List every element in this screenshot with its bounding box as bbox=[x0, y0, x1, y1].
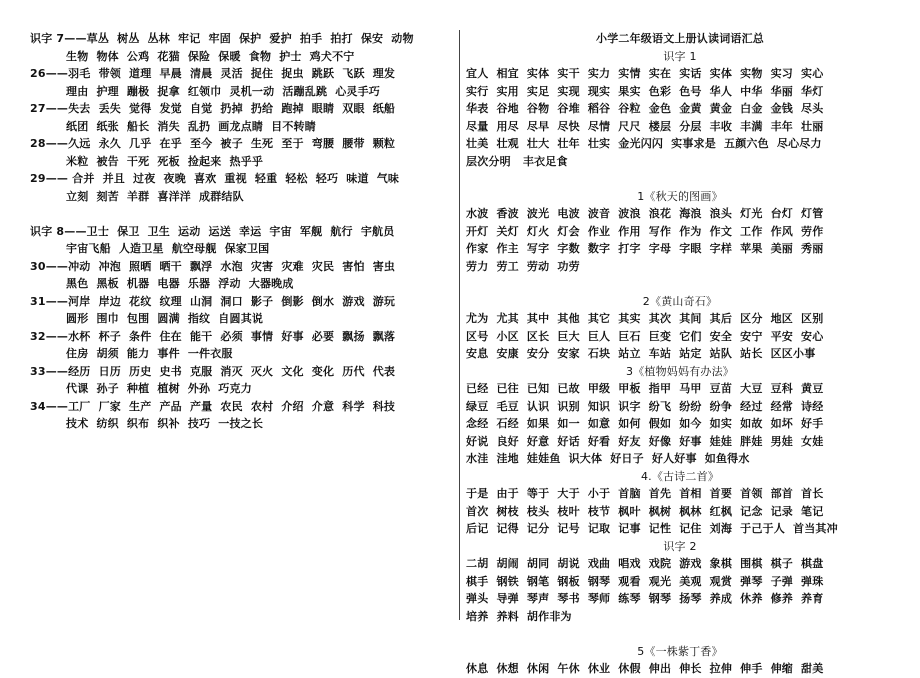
word-line: 技术 纺织 织布 织补 技巧 一技之长 bbox=[66, 417, 264, 430]
section-heading: 4.《古诗二首》 bbox=[640, 469, 720, 483]
word-line: 31——河岸 岸边 花纹 纹理 山洞 洞口 影子 倒影 倒水 游戏 游玩 bbox=[30, 294, 396, 308]
right-title: 小学二年级语文上册认读词语汇总 bbox=[596, 32, 764, 45]
word-line: 33——经历 日历 历史 史书 克服 消灭 灭火 文化 变化 历代 代表 bbox=[30, 364, 396, 378]
section-heading: 5《一株紫丁香》 bbox=[637, 644, 723, 658]
word-line: 黑色 黑板 机器 电器 乐器 浮动 大器晚成 bbox=[66, 277, 294, 290]
word-line: 棋手 钢铁 钢笔 钢板 钢琴 观看 观光 美观 观赏 弹琴 子弹 弹珠 bbox=[466, 574, 824, 588]
word-line: 立刻 刻苦 羊群 喜洋洋 成群结队 bbox=[66, 189, 244, 203]
word-line: 32——水杯 杯子 条件 住在 能干 必须 事情 好事 必要 飘扬 飘落 bbox=[30, 329, 396, 343]
word-line: 已经 已往 已知 已故 甲级 甲板 指甲 马甲 豆苗 大豆 豆科 黄豆 bbox=[466, 382, 824, 395]
word-line: 于是 由于 等于 大于 小于 首脑 首先 首相 首要 首领 部首 首长 bbox=[466, 487, 824, 500]
section-heading: 3《植物妈妈有办法》 bbox=[626, 364, 734, 378]
word-line: 34——工厂 厂家 生产 产品 产量 农民 农村 介绍 介意 科学 科技 bbox=[30, 399, 396, 413]
word-line: 理由 护理 蹦极 捉拿 红领巾 灵机一动 活蹦乱跳 心灵手巧 bbox=[66, 84, 381, 98]
section-heading: 1《秋天的图画》 bbox=[637, 189, 723, 203]
word-line: 29—— 合并 并且 过夜 夜晚 喜欢 重视 轻重 轻松 轻巧 味道 气味 bbox=[30, 172, 400, 185]
word-line: 念经 石经 如果 如一 如意 如何 假如 如今 如实 如故 如坏 好手 bbox=[466, 417, 824, 430]
word-line: 宇宙飞船 人造卫星 航空母舰 保家卫国 bbox=[66, 242, 270, 255]
word-line: 住房 胡须 能力 事件 一件衣服 bbox=[66, 347, 233, 360]
word-line: 安息 安康 安分 安家 石块 站立 车站 站定 站队 站长 区区小事 bbox=[466, 347, 816, 360]
section-heading: 识字 2 bbox=[663, 539, 697, 553]
word-line: 好说 良好 好意 好话 好看 好友 好像 好事 娃娃 胖娃 男娃 女娃 bbox=[466, 434, 824, 448]
word-line: 米粒 被告 干死 死板 捡起来 热乎乎 bbox=[66, 154, 264, 168]
word-line: 尽量 用尽 尽早 尽快 尽情 尺尺 楼层 分层 丰收 丰满 丰年 壮丽 bbox=[466, 119, 824, 133]
word-line: 华表 谷地 谷物 谷堆 稻谷 谷粒 金色 金黄 黄金 白金 金钱 尽头 bbox=[466, 102, 824, 115]
word-line: 26——羽毛 带领 道理 早晨 清晨 灵活 捉住 捉虫 跳跃 飞跃 理发 bbox=[30, 67, 396, 80]
right-column bbox=[466, 30, 894, 678]
word-line: 30——冲动 冲泡 照晒 晒干 飘浮 水泡 灾害 灾难 灾民 害怕 害虫 bbox=[30, 259, 396, 273]
word-line: 生物 物体 公鸡 花猫 保险 保暖 食物 护士 鸡犬不宁 bbox=[66, 49, 355, 63]
word-line: 水洼 洼地 娃娃鱼 识大体 好日子 好人好事 如鱼得水 bbox=[466, 452, 750, 465]
word-line: 圆形 围巾 包围 圆满 指纹 自圆其说 bbox=[66, 312, 264, 325]
word-line: 代课 孙子 种植 植树 外孙 巧克力 bbox=[66, 382, 252, 395]
word-line: 层次分明 丰衣足食 bbox=[466, 154, 568, 168]
left-column bbox=[30, 30, 458, 433]
blank-line bbox=[466, 275, 894, 293]
word-line: 后记 记得 记分 记号 记取 记事 记性 记住 刘海 于己于人 首当其冲 bbox=[466, 522, 838, 535]
blank-line bbox=[30, 205, 458, 223]
word-line: 识字 7——草丛 树丛 丛林 牢记 牢固 保护 爱护 拍手 拍打 保安 动物 bbox=[30, 32, 414, 45]
word-line: 作家 作主 写字 字数 数字 打字 字母 字眼 字样 苹果 美丽 秀丽 bbox=[466, 242, 824, 255]
section-heading: 2《黄山奇石》 bbox=[642, 294, 718, 308]
word-line: 实行 实用 实足 实现 现实 果实 色彩 色号 华人 中华 华丽 华灯 bbox=[466, 84, 824, 98]
word-line: 劳力 劳工 劳动 功劳 bbox=[466, 259, 580, 273]
word-line: 区号 小区 区长 巨大 巨人 巨石 巨变 它们 安全 安宁 平安 安心 bbox=[466, 329, 824, 343]
section-heading: 识字 1 bbox=[663, 49, 697, 63]
column-divider bbox=[459, 30, 460, 620]
word-line: 绿豆 毛豆 认识 识别 知识 识字 纷飞 纷纷 纷争 经过 经常 诗经 bbox=[466, 399, 824, 413]
word-line: 水波 香波 波光 电波 波音 波浪 浪花 海浪 浪头 灯光 台灯 灯管 bbox=[466, 207, 824, 220]
word-line: 开灯 关灯 灯火 灯会 作业 作用 写作 作为 作文 工作 作风 劳作 bbox=[466, 224, 824, 238]
blank-line bbox=[466, 625, 894, 643]
word-line: 首次 树枝 枝头 枝叶 枝节 枫叶 枫树 枫林 红枫 记念 记录 笔记 bbox=[466, 504, 824, 518]
word-line: 宜人 相宜 实体 实干 实力 实情 实在 实话 实体 实物 实习 实心 bbox=[466, 67, 824, 80]
word-line: 28——久远 永久 几乎 在乎 至今 被子 生死 至于 弯腰 腰带 颗粒 bbox=[30, 137, 396, 150]
word-line: 休息 休想 休闲 午休 休业 休假 伸出 伸长 拉伸 伸手 伸缩 甜美 bbox=[466, 662, 824, 675]
word-line: 纸团 纸张 船长 消失 乱扔 画龙点睛 目不转睛 bbox=[66, 119, 316, 133]
word-line: 尤为 尤其 其中 其他 其它 其实 其次 其间 其后 区分 地区 区别 bbox=[466, 312, 824, 325]
word-line: 二胡 胡闹 胡同 胡说 戏曲 唱戏 戏院 游戏 象棋 围棋 棋子 棋盘 bbox=[466, 557, 824, 570]
word-line: 培养 养料 胡作非为 bbox=[466, 609, 572, 623]
word-line: 壮美 壮观 壮大 壮年 壮实 金光闪闪 实事求是 五颜六色 尽心尽力 bbox=[466, 137, 822, 150]
word-line: 27——失去 丢失 觉得 发觉 自觉 扔掉 扔给 跑掉 眼睛 双眼 纸船 bbox=[30, 102, 396, 115]
blank-line bbox=[466, 170, 894, 188]
word-line: 识字 8——卫士 保卫 卫生 运动 运送 幸运 宇宙 军舰 航行 宇航员 bbox=[30, 224, 395, 238]
word-line: 弹头 导弹 琴声 琴书 琴师 练琴 钢琴 扬琴 养成 休养 修养 养育 bbox=[466, 592, 824, 605]
